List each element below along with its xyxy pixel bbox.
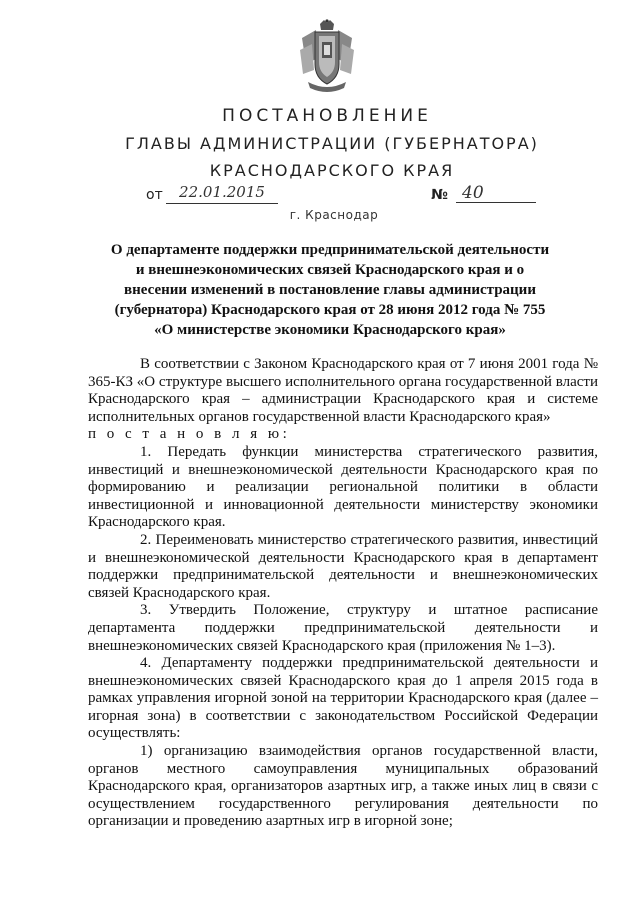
paragraph: 3. Утвердить Положение, структуру и штатное расписание департамента поддержки предпринимательской деятельности и внешнеэкономических связей Краснодарского края (приложения № 1–3). xyxy=(88,602,598,654)
paragraph: 4. Департаменту поддержки предпринимательской деятельности и внешнеэкономических связей Краснодарского края до 1 апреля 2015 года в рамках управления игорной зоной на территории Краснодарского края (далее – игорная зона) в соответствии с законодательством Российской Федерации осуществлять: xyxy=(88,655,598,742)
paragraph: 1) организацию взаимодействия органов государственной власти, органов местного самоуправления муниципальных образований Краснодарского края, организаторов азартных игр, а также иных лиц в связи с осуществлением государственного регулирования деятельности по организации и проведению азартных игр в игорной зоне; xyxy=(88,743,598,830)
number-prefix: № xyxy=(431,187,448,203)
date-prefix: от xyxy=(146,187,163,203)
region-title: КРАСНОДАРСКОГО КРАЯ xyxy=(209,161,455,180)
issuer-title: ГЛАВЫ АДМИНИСТРАЦИИ (ГУБЕРНАТОРА) xyxy=(125,134,539,153)
paragraph: 1. Передать функции министерства стратегического развития, инвестиций и внешнеэкономической деятельности Краснодарского края по формированию и реализации региональной политики в области инвестиционной и инновационной деятельности министерству экономики Краснодарского края. xyxy=(88,443,598,531)
number-field: 40 xyxy=(456,183,536,203)
document-header xyxy=(0,106,640,180)
preamble: В соответствии с Законом Краснодарского края от 7 июня 2001 года № 365-КЗ «О структуре высшего исполнительного органа государственной власти Краснодарского края – администрации Краснодарского края и системе исполнительных органов государственной власти Краснодарского края» xyxy=(88,356,598,425)
date-number-row xyxy=(0,183,640,207)
document-type-title: ПОСТАНОВЛЕНИЕ xyxy=(222,106,432,126)
document-heading: О департаменте поддержки предпринимательской деятельности и внешнеэкономических связей Краснодарского края и о внесении изменений в постановление главы администрации (губернатора) Краснодарского края от 28 июня 2012 года № 755 «О министерстве экономики Краснодарского края» xyxy=(110,242,550,338)
date-field: 22.01.2015 xyxy=(166,183,278,204)
city-label: г. Краснодар xyxy=(289,208,379,222)
paragraph: 2. Переименовать министерство стратегического развития, инвестиций и внешнеэкономической деятельности Краснодарского края в департамент поддержки предпринимательской деятельности и внешнеэкономических связей Краснодарского края. xyxy=(88,531,598,601)
krasnodar-coat-of-arms-icon xyxy=(298,18,356,96)
decree-word: п о с т а н о в л я ю: xyxy=(88,426,291,443)
document-body xyxy=(88,356,598,831)
